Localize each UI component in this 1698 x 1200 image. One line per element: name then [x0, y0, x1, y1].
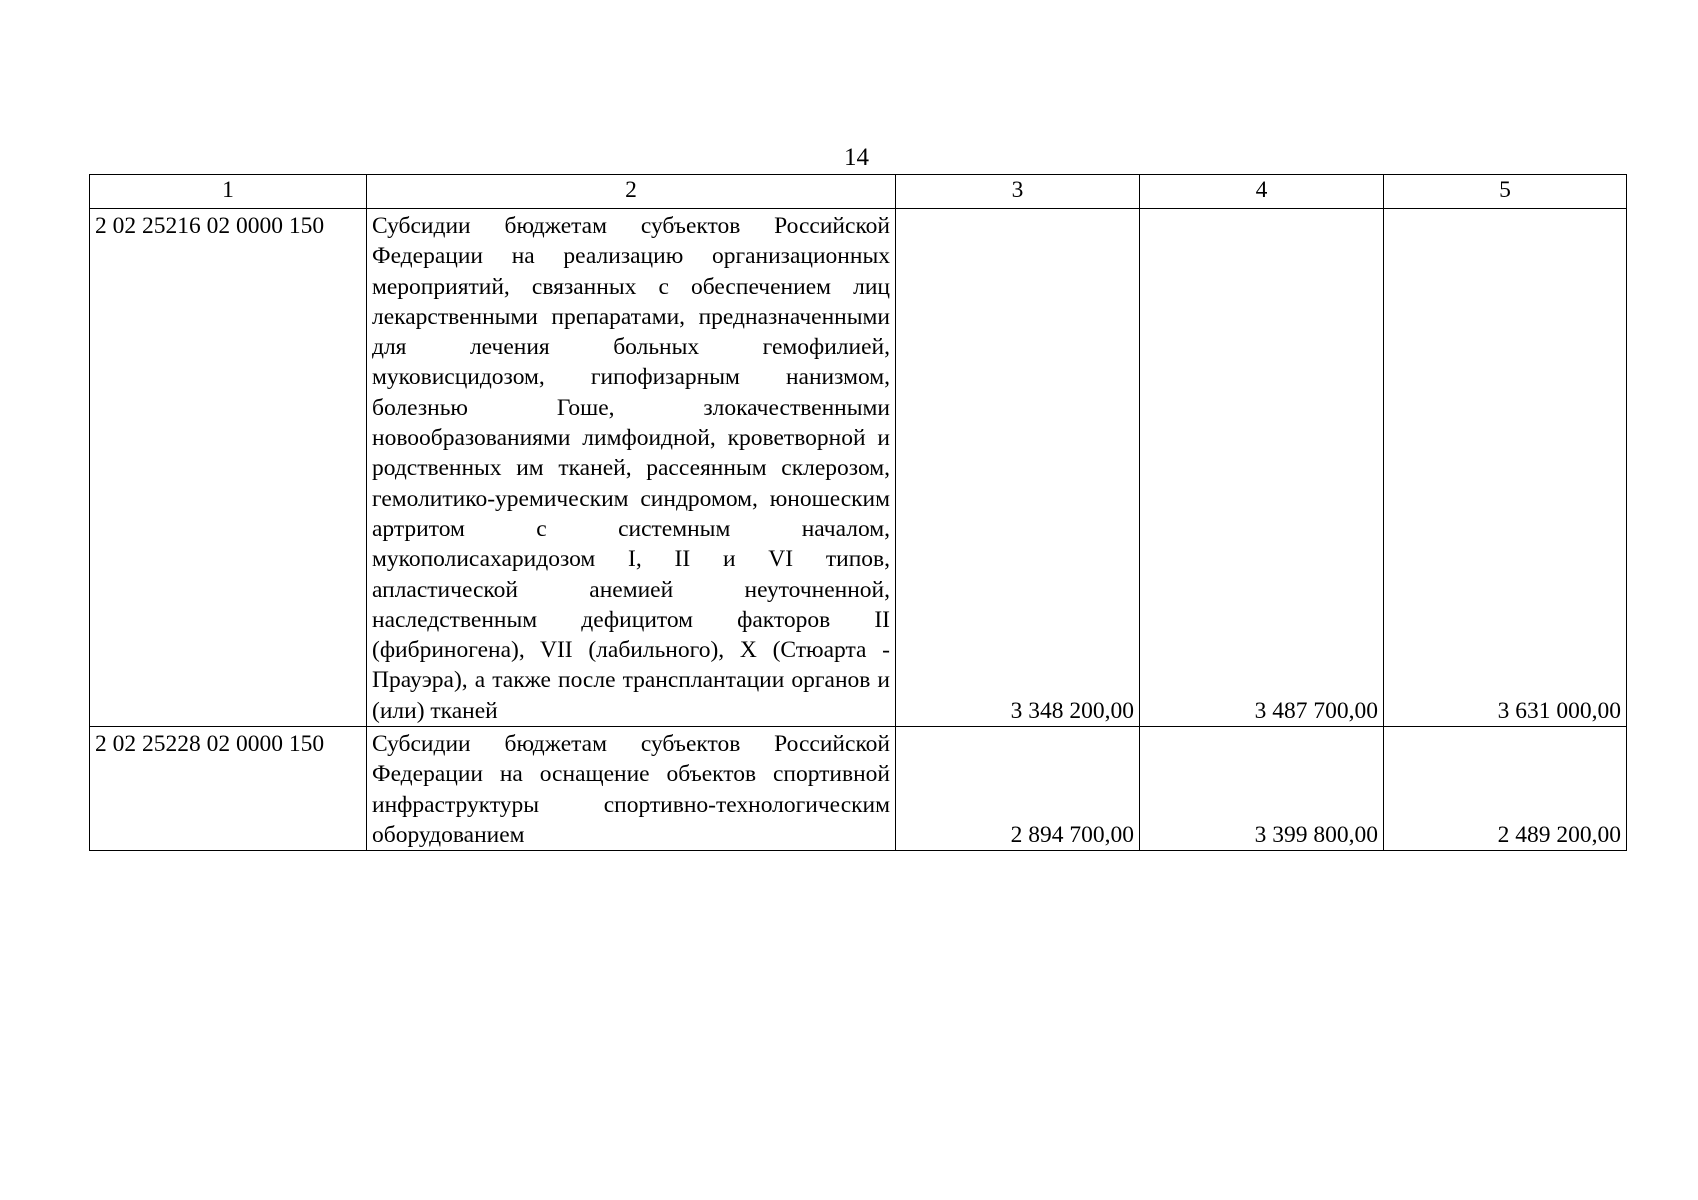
table-row [90, 727, 1627, 851]
amount-col5: 2 489 200,00 [1384, 727, 1627, 851]
budget-table [89, 174, 1627, 851]
page-number: 14 [844, 144, 869, 171]
amount-col5: 3 631 000,00 [1384, 209, 1627, 727]
amount-col4: 3 487 700,00 [1140, 209, 1384, 727]
column-header-5: 5 [1384, 175, 1627, 209]
subsidy-description: Субсидии бюджетам субъектов Российской Федерации на оснащение объектов спортивной инфраструктуры спортивно-технологическим оборудованием [367, 727, 896, 851]
budget-code: 2 02 25216 02 0000 150 [90, 209, 367, 727]
table-header-row [90, 175, 1627, 209]
budget-code: 2 02 25228 02 0000 150 [90, 727, 367, 851]
column-header-3: 3 [896, 175, 1140, 209]
column-header-1: 1 [90, 175, 367, 209]
column-header-2: 2 [367, 175, 896, 209]
table-row [90, 209, 1627, 727]
subsidy-description: Субсидии бюджетам субъектов Российской Федерации на реализацию организационных мероприятий, связанных с обеспечением лиц лекарственными препаратами, предназначенными для лечения больных гемофилией, муковисцидозом, гипофизарным нанизмом, болезнью Гоше, злокачественными новообразованиями лимфоидной, кроветворной и родственных им тканей, рассеянным склерозом, гемолитико-уремическим синдромом, юношеским артритом с системным началом, мукополисахаридозом I, II и VI типов, апластической анемией неуточненной, наследственным дефицитом факторов II (фибриногена), VII (лабильного), X (Стюарта - Прауэра), а также после трансплантации органов и (или) тканей [367, 209, 896, 727]
amount-col3: 3 348 200,00 [896, 209, 1140, 727]
column-header-4: 4 [1140, 175, 1384, 209]
amount-col3: 2 894 700,00 [896, 727, 1140, 851]
amount-col4: 3 399 800,00 [1140, 727, 1384, 851]
